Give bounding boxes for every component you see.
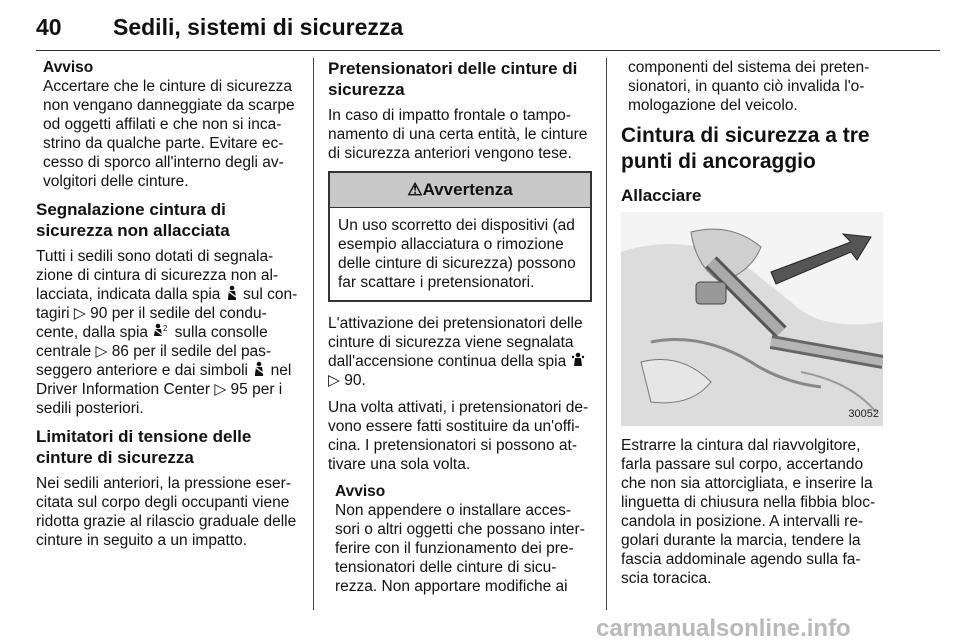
header-divider [36,50,940,51]
seatbelt-drawing [621,212,883,426]
activation-paragraph [328,314,592,390]
note-text: Accertare che le cinture di sicurezza non vengano danneggiate da scarpe od oggetti affilati e che non si inca- strino da qualche parte. Evitare ec- cesso di sporco all'interno degli av- volgitori delle cinture. [43,78,295,190]
column-1 [36,58,298,558]
column-2 [328,58,592,604]
reminder-text: sul con- tagiri [36,286,298,322]
heading-load-limiters: Limitatori di tensione delle cinture di sicurezza [36,427,252,467]
note-title: Avviso [335,483,386,500]
page-reference[interactable]: 95 [230,381,248,398]
note-box [335,482,592,596]
seatbelt-illustration [621,212,883,426]
note-box [43,58,298,191]
pretensioners-paragraph: In caso di impatto frontale o tampo- namento di una certa entità, le cinture di sicurezza anteriori vengono tese. [328,107,588,162]
note-continued-text: componenti del sistema dei preten- sionatori, in quanto ciò invalida l'o- mologazione del veicolo. [628,59,870,114]
page-title: Sedili, sistemi di sicurezza [113,14,404,40]
reference-arrow-icon: ▷ [95,343,108,360]
reminder-text: nel Driver Information Center [36,362,292,398]
fasten-paragraph: Estrarre la cintura dal riavvolgitore, farla passare sul corpo, accertando che non sia attorcigliata, e inserire la linguetta di chiusura nella fibbia bloc- candola in posizione. A intervalli re- golari durante la marcia, tendere la fascia addominale agendo sulla fa- scia toracica. [621,437,876,587]
seatbelt-passenger-icon [152,323,170,339]
reminder-text: Tutti i sedili sono dotati di segnala- zione di cintura di sicurezza non al- lacciata, indicata dalla spia [36,248,279,303]
warning-triangle-icon: ⚠ [407,180,423,199]
column-3 [621,58,891,596]
seatbelt-icon [225,285,239,301]
page-number: 40 [36,14,62,40]
warning-title: Avvertenza [422,180,513,199]
heading-seatbelt-reminder: Segnalazione cintura di sicurezza non allacciata [36,200,230,240]
reference-arrow-icon: ▷ [214,381,227,398]
reminder-paragraph [36,247,298,418]
reminder-text: per il sedile del condu- cente, dalla spia [36,305,267,341]
column-divider [606,58,607,610]
airbag-seatbelt-icon [571,352,585,368]
heading-pretensioners: Pretensionatori delle cinture di sicurezza [328,59,578,99]
page-reference[interactable]: 90 [90,305,108,322]
svg-text:2: 2 [163,324,168,333]
heading-fasten: Allacciare [621,186,702,205]
seatbelt-icon [252,361,266,377]
page-reference[interactable]: 86 [111,343,129,360]
page-header [0,0,960,52]
limiters-paragraph: Nei sedili anteriori, la pressione eser- citata sul corpo degli occupanti viene ridotta grazie al rilascio graduale delle cinture in seguito a un impatto. [36,475,297,549]
reminder-text: sulla consolle centrale [36,324,268,360]
warning-box [328,171,592,302]
note-text: Non appendere o installare acces- sori o altri oggetti che possano inter- ferire con il funzionamento dei pre- tensionatori delle cinture di sicu- rezza. Non apportare modifiche ai [335,502,585,595]
reminder-text: per i sedili posteriori. [36,381,283,417]
column-divider [313,58,314,610]
figure-id: 30052 [848,408,879,420]
activated-paragraph: Una volta attivati, i pretensionatori de- vono essere fatti sostituire da un'offi- cina. I pretensionatori si possono at- tivare una sola volta. [328,399,589,473]
page-reference[interactable]: 90. [344,372,366,389]
watermark: carmanualsonline.info [596,615,851,642]
reference-arrow-icon: ▷ [328,372,340,389]
heading-three-point-belt: Cintura di sicurezza a tre punti di ancoraggio [621,124,870,173]
warning-text: Un uso scorretto dei dispositivi (ad esempio allacciatura o rimozione delle cinture di sicurezza) possono far scattare i pretensionatori. [338,217,576,291]
activation-text: L'attivazione dei pretensionatori delle cinture di sicurezza viene segnalata dall'accensione continua della spia [328,315,583,370]
note-title: Avviso [43,59,94,76]
reference-arrow-icon: ▷ [73,305,86,322]
reminder-text: per il sedile del pas- seggero anteriore e dai simboli [36,343,272,379]
warning-header [330,173,590,208]
